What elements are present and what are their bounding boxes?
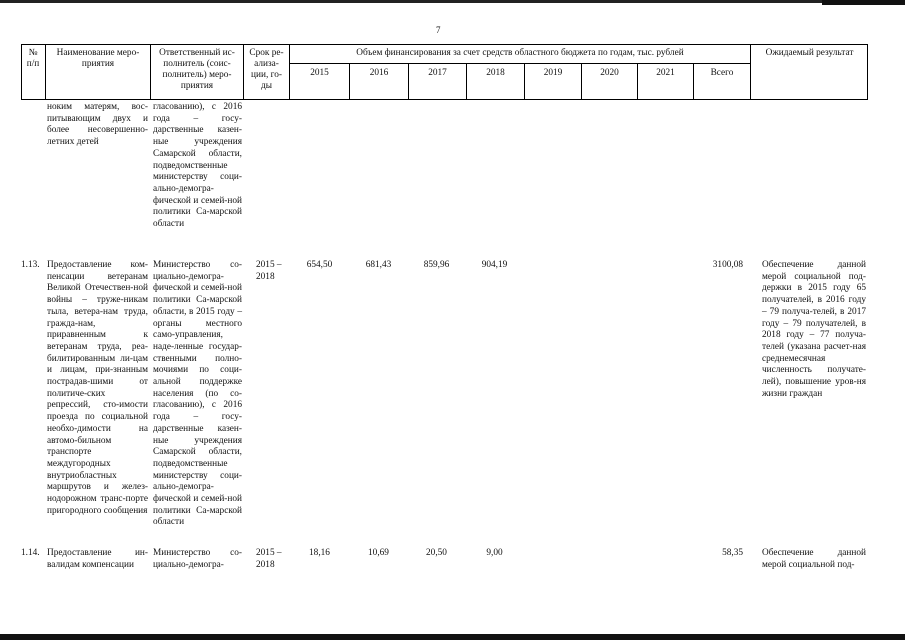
value-2017: 20,50 (426, 548, 447, 558)
row-name: Предоставление ком-пенсации ветеранам Великой Отечествен-ной войны – труже-никам тыла, ветера-нам труда, гражда-нам, приравненным к ветеранам труда, реа-билитированным ли-цам и лицам, при-знанным пострадав-шими от политиче-ских репрессий, сто-имости проезда по социальной необхо-димости на автомо-бильном транспорте междугородных внутриобластных маршрутов и желез-нодорожном транс-порте пригородного сообщения (47, 260, 148, 516)
scan-top-edge (0, 0, 905, 3)
value-2015: 18,16 (309, 548, 330, 558)
row-responsible: гласованию), с 2016 года – госу-дарственные казен-ные учреждения Самарской области, подведомственные министерству соци-ально-демогра-фической и семей-ной политики Са-марской области (153, 102, 242, 230)
header-funding: Объем финансирования за счет средств областного бюджета по годам, тыс. рублей (356, 48, 684, 58)
value-2018: 9,00 (486, 548, 503, 558)
header-name: Наименование меро- приятия (56, 48, 140, 69)
header-year-2018: 2018 (486, 68, 505, 78)
funding-subheader-line (289, 63, 750, 64)
row-name: Предоставление ин-валидам компенсации (47, 548, 148, 570)
header-year-2017: 2017 (428, 68, 447, 78)
row-result: Обеспечение данной мерой социальной под-держки в 2015 году 65 получателей, в 2016 году – 79 получа-телей, в 2017 году – 79 получателей, в 2018 году – 77 получа-телей (указана расчет-ная среднемесячная численность получате-лей), повышение уров-ня жизни граждан (762, 260, 866, 399)
value-2015: 654,50 (306, 260, 333, 270)
value-2016: 681,43 (365, 260, 392, 270)
header-result: Ожидаемый результат (765, 48, 854, 58)
row-result: Обеспечение данной мерой социальной под- (762, 548, 866, 570)
value-total: 58,35 (722, 548, 743, 558)
header-year-2016: 2016 (369, 68, 389, 78)
row-num: 1.14. (21, 548, 40, 558)
header-num: № п/п (26, 48, 40, 69)
header-year-2021: 2021 (656, 68, 675, 78)
row-term: 2015 – 2018 (256, 260, 282, 282)
value-2018: 904,19 (481, 260, 508, 270)
row-num: 1.13. (21, 260, 40, 270)
value-total: 3100,08 (712, 260, 743, 270)
value-2016: 10,69 (368, 548, 389, 558)
row-responsible: Министерство со-циально-демогра- (153, 548, 242, 570)
header-total: Всего (710, 68, 734, 78)
row-name: ноким матерям, вос-питывающим двух и более несовершенно-летних детей (47, 102, 148, 148)
value-2017: 859,96 (423, 260, 450, 270)
page-number: 7 (436, 25, 441, 35)
header-year-2020: 2020 (600, 68, 619, 78)
scan-bottom-edge (0, 634, 905, 640)
header-year-2019: 2019 (543, 68, 563, 78)
header-year-2015: 2015 (310, 68, 329, 78)
header-responsible: Ответственный ис- полнитель (соис- полнитель) меро- приятия (159, 48, 235, 91)
row-responsible: Министерство со-циально-демогра-фической и семей-ной политики Са-марской области, в 2015 году – органы местного само-управления, наде-ленные государ-ственными полно-мочиями по соци-альной поддержке населения (по со-гласованию), с 2016 года – госу-дарственные казен-ные учреждения Самарской области, подведомственные министерству соци-ально-демогра-фической и семей-ной политики Са-марской области (153, 260, 242, 528)
scan-top-edge-right (822, 0, 905, 5)
header-term: Срок ре- ализа- ции, го- ды (249, 48, 284, 91)
row-term: 2015 – 2018 (256, 548, 282, 570)
